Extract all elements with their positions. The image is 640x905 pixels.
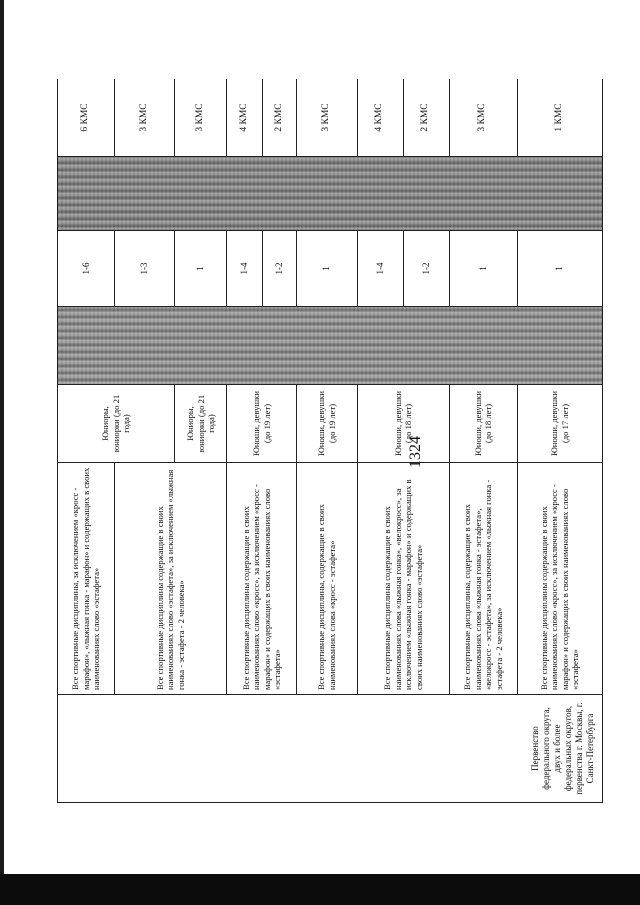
- rank-cell: 2 КМС: [263, 79, 297, 157]
- discipline-cell: Все спортивные дисциплины, содержащие в своих наименованиях слова «лыжная гонка - эстафета», «велокросс - эстафета», за исключением «лыжная гонка - эстафета - 2 человека»: [449, 463, 517, 695]
- discipline-cell: Все спортивные дисциплины, за исключением «кросс - марафон», «лыжная гонка - марафон» и содержащих в своих наименованиях слово «эстафета»: [58, 463, 115, 695]
- ranking-table-container: [57, 79, 603, 803]
- age-group-cell: Юниоры, юниорки (до 21 года): [58, 385, 175, 463]
- rank-cell: 3 КМС: [297, 79, 357, 157]
- table-row: [58, 79, 115, 803]
- rank-cell: 1 КМС: [517, 79, 602, 157]
- age-group-cell: Юноши, девушки (до 18 лет): [449, 385, 517, 463]
- age-group-cell: Юноши, девушки (до 19 лет): [227, 385, 297, 463]
- discipline-cell: Все спортивные дисциплины содержащие в своих наименованиях слово «эстафета», за исключением «лыжная гонка - эстафета - 2 человека»: [115, 463, 227, 695]
- rank-cell: 2 КМС: [403, 79, 449, 157]
- place-cell: 1-2: [403, 231, 449, 307]
- discipline-cell: Все спортивные дисциплины содержащие в своих наименованиях слово «кросс», за исключением «кросс - марафон» и содержащих в своих наименованиях слово «эстафета»: [227, 463, 297, 695]
- scan-bottom-edge: [0, 874, 640, 905]
- rank-cell: 3 КМС: [115, 79, 175, 157]
- rank-cell: 3 КМС: [175, 79, 227, 157]
- rank-cell: 4 КМС: [227, 79, 263, 157]
- scan-left-edge: [0, 0, 4, 905]
- ranking-table: [57, 79, 603, 803]
- region-cell: Первенство федерального округа, двух и более федеральных округов, первенства г. Москвы, г. Санкт-Петербурга: [58, 695, 603, 803]
- place-cell: 1-3: [115, 231, 175, 307]
- discipline-cell: Все спортивные дисциплины содержащие в своих наименованиях слово «кросс», за исключением «кросс - марафон» и содержащих в своих наименованиях слово «эстафета»: [517, 463, 602, 695]
- age-group-cell: Юноши, девушки (до 18 лет): [357, 385, 449, 463]
- page-number: 1324: [407, 436, 424, 468]
- place-cell: 1: [297, 231, 357, 307]
- age-group-cell: Юноши, девушки (до 17 лет): [517, 385, 602, 463]
- place-cell: 1: [517, 231, 602, 307]
- age-group-cell: Юноши, девушки (до 19 лет): [297, 385, 357, 463]
- place-cell: 1-4: [357, 231, 403, 307]
- rank-cell: 6 КМС: [58, 79, 115, 157]
- place-cell: 1: [175, 231, 227, 307]
- place-cell: 1: [449, 231, 517, 307]
- place-cell: 1-4: [227, 231, 263, 307]
- shaded-column-left: [58, 307, 603, 385]
- discipline-cell: Все спортивные дисциплины, содержащие в своих наименованиях слова «кросс - эстафета»: [297, 463, 357, 695]
- rank-cell: 4 КМС: [357, 79, 403, 157]
- place-cell: 1-6: [58, 231, 115, 307]
- shaded-column-right: [58, 157, 603, 231]
- age-group-cell: Юниоры, юниорки (до 21 года): [175, 385, 227, 463]
- rank-cell: 3 КМС: [449, 79, 517, 157]
- discipline-cell: Все спортивные дисциплины содержащие в своих наименованиях слова «лыжная гонка», «велокросс», за исключением «лыжная гонка - марафон» и содержащих в своих наименованиях слово «эстафета»: [357, 463, 449, 695]
- place-cell: 1-2: [263, 231, 297, 307]
